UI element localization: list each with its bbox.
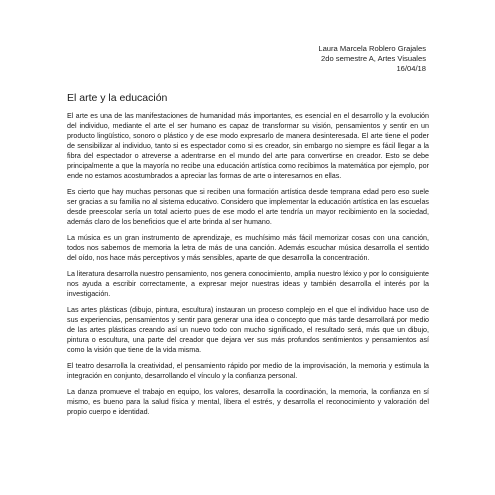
paragraph: La música es un gran instrumento de aprendizaje, es muchísimo más fácil memorizar cosas con una canción, todos nos sabemos de memoria la letra de más de una canción. Además escuchar música desarrolla el sentido del oído, nos hace más perceptivos y más sensibles, aparte de que desarrolla la concentración. [67, 234, 429, 262]
document-title: El arte y la educación [67, 92, 168, 104]
paragraph: La literatura desarrolla nuestro pensamiento, nos genera conocimiento, amplia nuestro léxico y por lo consiguiente nos ayuda a escribir correctamente, a expresar mejor nuestras ideas y también desarrolla el interés por la investigación. [67, 270, 430, 298]
course-info: 2do semestre A, Artes Visuales [321, 54, 426, 63]
paragraph: El teatro desarrolla la creatividad, el pensamiento rápido por medio de la improvisación, la memoria y estimula la integración en conjunto, desarrollando el vínculo y la confianza personal. [67, 362, 429, 380]
paragraph: Es cierto que hay muchas personas que si reciben una formación artística desde temprana edad pero eso suele ser gracias a su familia no al sistema educativo. Considero que implementar la educación artística en las escuelas desde preescolar sería un total acierto pues de ese modo el arte tendría un mayor recibimiento en la sociedad, además claro de los beneficios que el arte brinda al ser humano. [67, 188, 429, 226]
author-name: Laura Marcela Roblero Grajales [318, 44, 426, 53]
document-date: 16/04/18 [396, 64, 426, 73]
document-header [318, 44, 426, 74]
paragraph: El arte es una de las manifestaciones de humanidad más importantes, es esencial en el desarrollo y la evolución del individuo, mediante el arte el ser humano es capaz de transformar su visión, pensamientos y sentir en un producto lingüístico, sonoro o plástico y de ese modo expresarlo de manera desinteresada. El arte tiene el poder de sensibilizar al individuo, tanto si es espectador como si es creador, sin embargo no siempre es fácil llegar a la fibra del espectador o atreverse a adentrarse en el mundo del arte para convertirse en creador. Esto se debe principalmente a que la mayoría no recibe una educación artística como recibimos la matemática por ejemplo, por ende no estamos acostumbrados a apreciar las formas de arte o interesarnos en ellas. [67, 112, 429, 180]
paragraph: La danza promueve el trabajo en equipo, los valores, desarrolla la coordinación, la memoria, la confianza en sí mismo, es bueno para la salud física y mental, libera el estrés, y desarrolla el reconocimiento y valoración del propio cuerpo e identidad. [67, 388, 429, 416]
document-body [67, 111, 429, 423]
paragraph: Las artes plásticas (dibujo, pintura, escultura) instauran un proceso complejo en el que el individuo hace uso de sus experiencias, pensamientos y sentir para generar una idea o concepto que más tarde desarrollará por medio de las artes plásticas creando así un nuevo todo con mucho significado, el resultado será, más que un dibujo, pintura o escultura, una parte del creador que dejara ver sus más profundos sentimientos y pensamientos así como la visión que tiene de la vida misma. [67, 306, 429, 354]
